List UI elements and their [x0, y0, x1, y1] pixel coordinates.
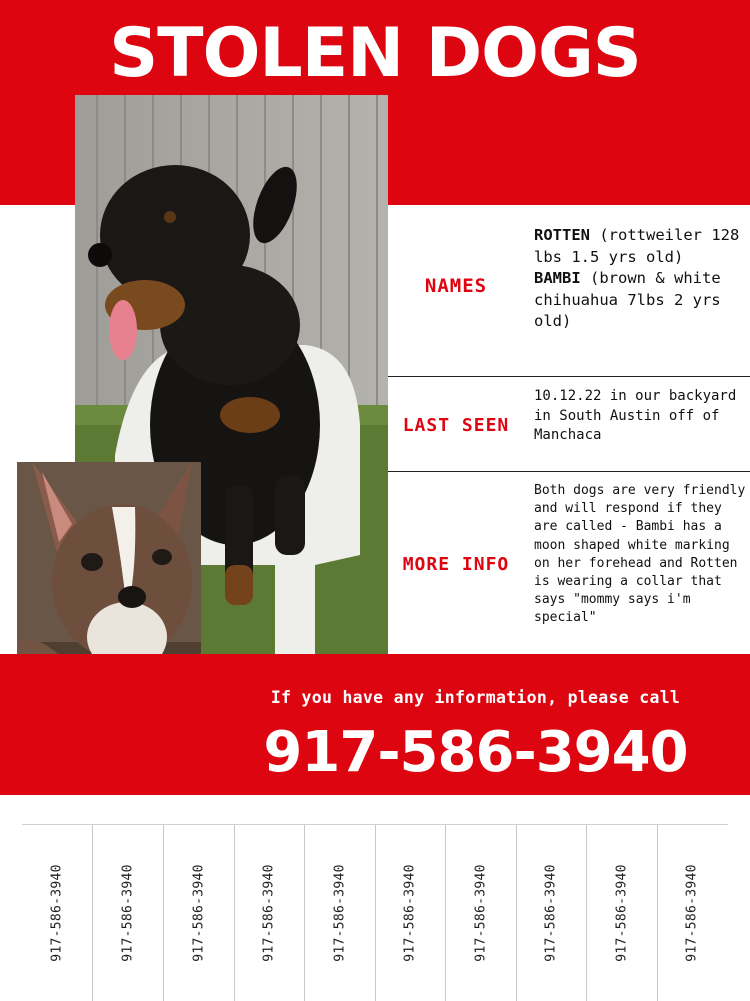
tear-off-tab[interactable]: [587, 825, 658, 1001]
tear-off-phone: 917-586-3940: [543, 864, 559, 962]
tear-off-phone: 917-586-3940: [120, 864, 136, 962]
tear-off-tab[interactable]: [22, 825, 93, 1001]
tear-off-phone: 917-586-3940: [402, 864, 418, 962]
tear-off-strip: [22, 824, 728, 1001]
dog2-name: BAMBI: [534, 269, 581, 288]
tear-off-tab[interactable]: [234, 825, 305, 1001]
tear-off-tab[interactable]: [516, 825, 587, 1001]
last-seen-text: 10.12.22 in our backyard in South Austin off of Manchaca: [534, 388, 737, 444]
tear-off-phone: 917-586-3940: [332, 864, 348, 962]
call-prompt: If you have any information, please call: [270, 688, 681, 707]
tear-off-phone: 917-586-3940: [473, 864, 489, 962]
names-text: [534, 225, 748, 333]
tear-off-tab[interactable]: [375, 825, 446, 1001]
tear-off-tab[interactable]: [657, 825, 727, 1001]
phone-number: 917-586-3940: [263, 720, 688, 785]
tear-off-phone: 917-586-3940: [614, 864, 630, 962]
more-info-label: MORE INFO: [402, 554, 510, 575]
tear-off-phone: 917-586-3940: [684, 864, 700, 962]
more-info-row: [388, 471, 750, 655]
last-seen-row: [388, 376, 750, 472]
names-label: NAMES: [424, 275, 488, 297]
tear-off-phone: 917-586-3940: [261, 864, 277, 962]
dog2-description: (brown & white chihuahua 7lbs 2 yrs old): [534, 269, 721, 331]
tear-off-tab[interactable]: [446, 825, 517, 1001]
tear-off-phone: 917-586-3940: [49, 864, 65, 962]
poster-title: STOLEN DOGS: [109, 14, 641, 93]
last-seen-label: LAST SEEN: [402, 415, 510, 436]
dog1-description: (rottweiler 128 lbs 1.5 yrs old): [534, 226, 740, 266]
names-row: [388, 205, 750, 376]
tear-off-tab[interactable]: [305, 825, 376, 1001]
dog1-name: ROTTEN: [534, 226, 590, 244]
tear-off-tab[interactable]: [164, 825, 235, 1001]
tear-off-tab[interactable]: [93, 825, 164, 1001]
more-info-text: Both dogs are very friendly and will respond if they are called - Bambi has a moon shaped white marking on her forehead and Rotten is wearing a collar that says "mommy says i'm special": [534, 483, 746, 626]
tear-off-phone: 917-586-3940: [191, 864, 207, 962]
